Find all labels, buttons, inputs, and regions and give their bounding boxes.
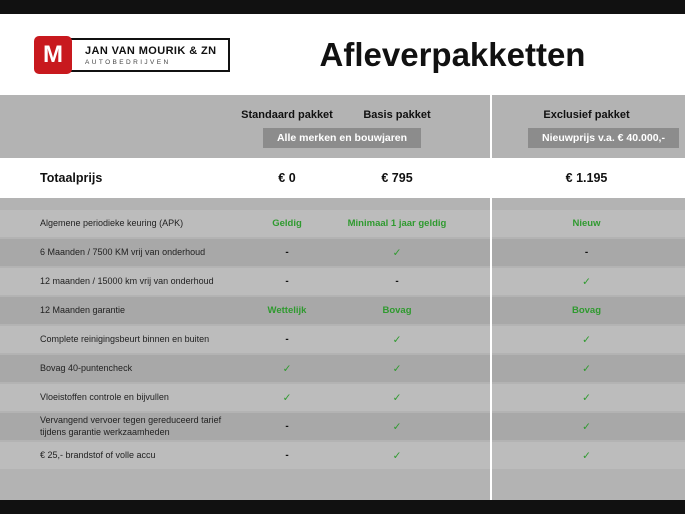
- total-price-basis: € 795: [381, 171, 413, 185]
- column-header-basis: Basis pakket: [363, 109, 431, 121]
- feature-label: Algemene periodieke keuring (APK): [40, 217, 184, 228]
- totals-row: [0, 158, 685, 198]
- brand-m-icon: M: [34, 36, 72, 74]
- brand-name: JAN VAN MOURIK & ZN: [85, 44, 217, 57]
- total-price-standaard: € 0: [278, 171, 296, 185]
- feature-row: [0, 297, 685, 324]
- check-icon: ✓: [392, 449, 402, 462]
- dash-mark: -: [285, 450, 289, 461]
- feature-row: [0, 210, 685, 237]
- feature-label: € 25,- brandstof of volle accu: [40, 449, 156, 460]
- check-icon: ✓: [282, 362, 292, 375]
- badge-row: [0, 128, 685, 148]
- top-black-bar: [0, 0, 685, 14]
- column-divider: [490, 95, 492, 500]
- feature-label: 6 Maanden / 7500 KM vrij van onderhoud: [40, 246, 206, 257]
- dash-mark: -: [584, 247, 589, 258]
- dash-mark: -: [285, 247, 289, 258]
- feature-row: [0, 355, 685, 382]
- column-header-exclusief: Exclusief pakket: [543, 109, 630, 121]
- check-icon: ✓: [582, 362, 591, 375]
- feature-row: [0, 268, 685, 295]
- feature-label: Vervangend vervoer tegen gereduceerd tarief tijdens garantie werkzaamheden: [40, 414, 222, 437]
- page-title: Afleverpakketten: [319, 35, 586, 73]
- total-price-exclusief: € 1.195: [565, 171, 608, 185]
- check-icon: ✓: [282, 391, 292, 404]
- check-icon: ✓: [392, 246, 402, 259]
- check-icon: ✓: [582, 449, 591, 462]
- badge-all-brands: Alle merken en bouwjaren: [263, 128, 421, 148]
- dash-mark: -: [285, 421, 289, 432]
- check-icon: ✓: [582, 391, 591, 404]
- feature-label: Complete reinigingsbeurt binnen en buiten: [40, 333, 210, 344]
- feature-row: [0, 239, 685, 266]
- bottom-black-bar: [0, 500, 685, 514]
- check-icon: ✓: [392, 391, 402, 404]
- check-icon: ✓: [392, 333, 402, 346]
- feature-label: 12 Maanden garantie: [40, 304, 126, 315]
- badge-new-price: Nieuwprijs v.a. € 40.000,-: [528, 128, 679, 148]
- feature-row: [0, 384, 685, 411]
- check-icon: ✓: [582, 420, 591, 433]
- dash-mark: -: [395, 276, 399, 287]
- column-header-row: [0, 95, 685, 121]
- brand-subtitle: AUTOBEDRIJVEN: [85, 58, 171, 66]
- package-value: Nieuw: [572, 218, 601, 229]
- dash-mark: -: [285, 334, 289, 345]
- package-value: Bovag: [571, 305, 602, 316]
- feature-label: Bovag 40-puntencheck: [40, 362, 133, 373]
- package-value: Wettelijk: [267, 305, 307, 316]
- check-icon: ✓: [582, 275, 591, 288]
- package-value: Geldig: [272, 218, 302, 229]
- column-header-standaard: Standaard pakket: [241, 109, 333, 121]
- badge-right-wrap: [528, 128, 679, 148]
- package-value: Bovag: [382, 305, 412, 316]
- feature-row: [0, 326, 685, 353]
- page-header: [0, 14, 685, 95]
- brand-logo: [34, 36, 230, 74]
- brand-text-box: [69, 38, 230, 72]
- feature-label: Vloeistoffen controle en bijvullen: [40, 391, 169, 402]
- check-icon: ✓: [392, 362, 402, 375]
- feature-row: [0, 442, 685, 469]
- badge-left-wrap: [232, 128, 452, 148]
- package-comparison-table: [0, 95, 685, 500]
- feature-label: 12 maanden / 15000 km vrij van onderhoud: [40, 275, 214, 286]
- feature-row: [0, 413, 685, 440]
- package-value: Minimaal 1 jaar geldig: [347, 218, 447, 229]
- check-icon: ✓: [392, 420, 402, 433]
- dash-mark: -: [285, 276, 289, 287]
- check-icon: ✓: [582, 333, 591, 346]
- feature-rows: [0, 210, 685, 469]
- totals-label: Totaalprijs: [40, 171, 103, 185]
